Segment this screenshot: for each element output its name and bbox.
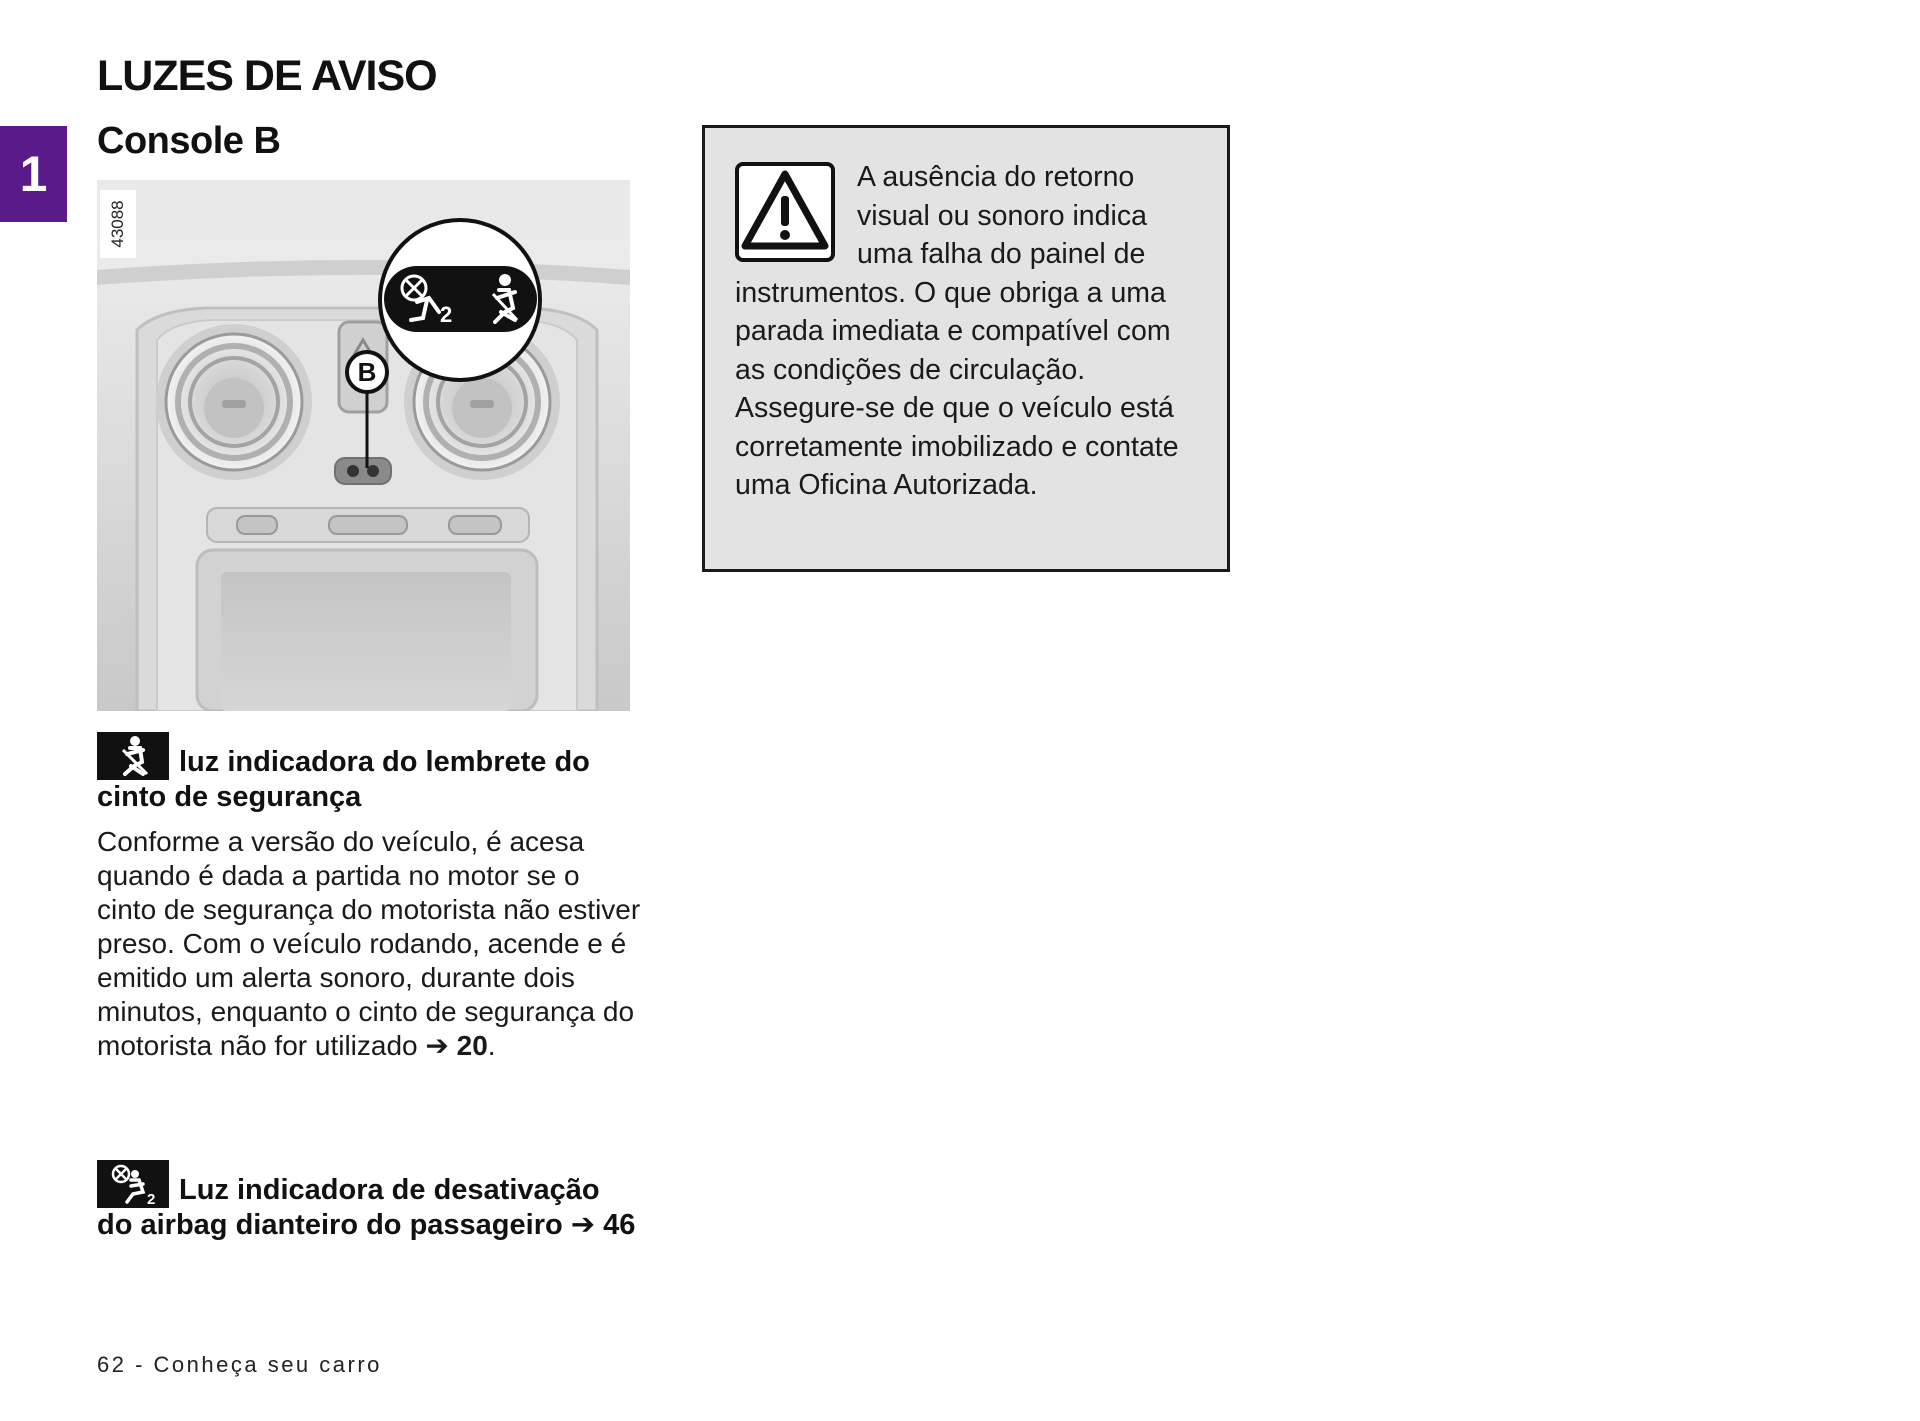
svg-text:2: 2 (147, 1191, 156, 1208)
page-title: LUZES DE AVISO (97, 52, 437, 100)
seatbelt-icon (97, 732, 169, 780)
airbag-off-icon (97, 1160, 169, 1208)
seatbelt-reminder-heading: luz indicadora do lembrete do cinto de segurança (97, 732, 642, 815)
callout-magnifier (380, 220, 540, 380)
svg-text:2: 2 (440, 302, 453, 327)
seatbelt-reminder-body: Conforme a versão do veículo, é acesa quando é dada a partida no motor se o cinto de segurança do motorista não estiver preso. Com o veículo rodando, acende e é emitido um alerta sonoro, durante dois minutos, enquanto o cinto de segurança do motorista não for utilizado ➔ 20. (97, 826, 641, 1061)
callout-label: B (357, 357, 377, 387)
console-illustration (97, 180, 630, 711)
page-reference-arrow: ➔ (425, 1030, 449, 1061)
figure-number-box (100, 190, 136, 258)
airbag-deactivation-item (97, 1160, 642, 1243)
chapter-tab: 1 (0, 126, 67, 222)
page-reference[interactable]: 20 (456, 1030, 488, 1061)
page-reference[interactable]: 46 (603, 1209, 636, 1241)
seatbelt-reminder-item (97, 732, 642, 1063)
left-air-vent (156, 324, 312, 480)
warning-triangle-icon (735, 162, 835, 262)
airbag-deactivation-heading: 2 Luz indicadora de desativação do airbag dianteiro do passageiro ➔ 46 (97, 1160, 642, 1243)
figure-number: 43088 (108, 200, 127, 248)
warning-box (702, 125, 1230, 572)
warning-text: A ausência do retorno visual ou sonoro indica uma falha do painel de instrumentos. O que obriga a uma parada imediata e compatível com as condições de circulação. Assegure-se de que o veículo está corretamente imobilizado e contate uma Oficina Autorizada. (735, 161, 1179, 501)
page-reference-arrow: ➔ (570, 1209, 596, 1241)
page-footer: 62 - Conheça seu carro (97, 1352, 382, 1377)
section-title: Console B (97, 120, 281, 162)
